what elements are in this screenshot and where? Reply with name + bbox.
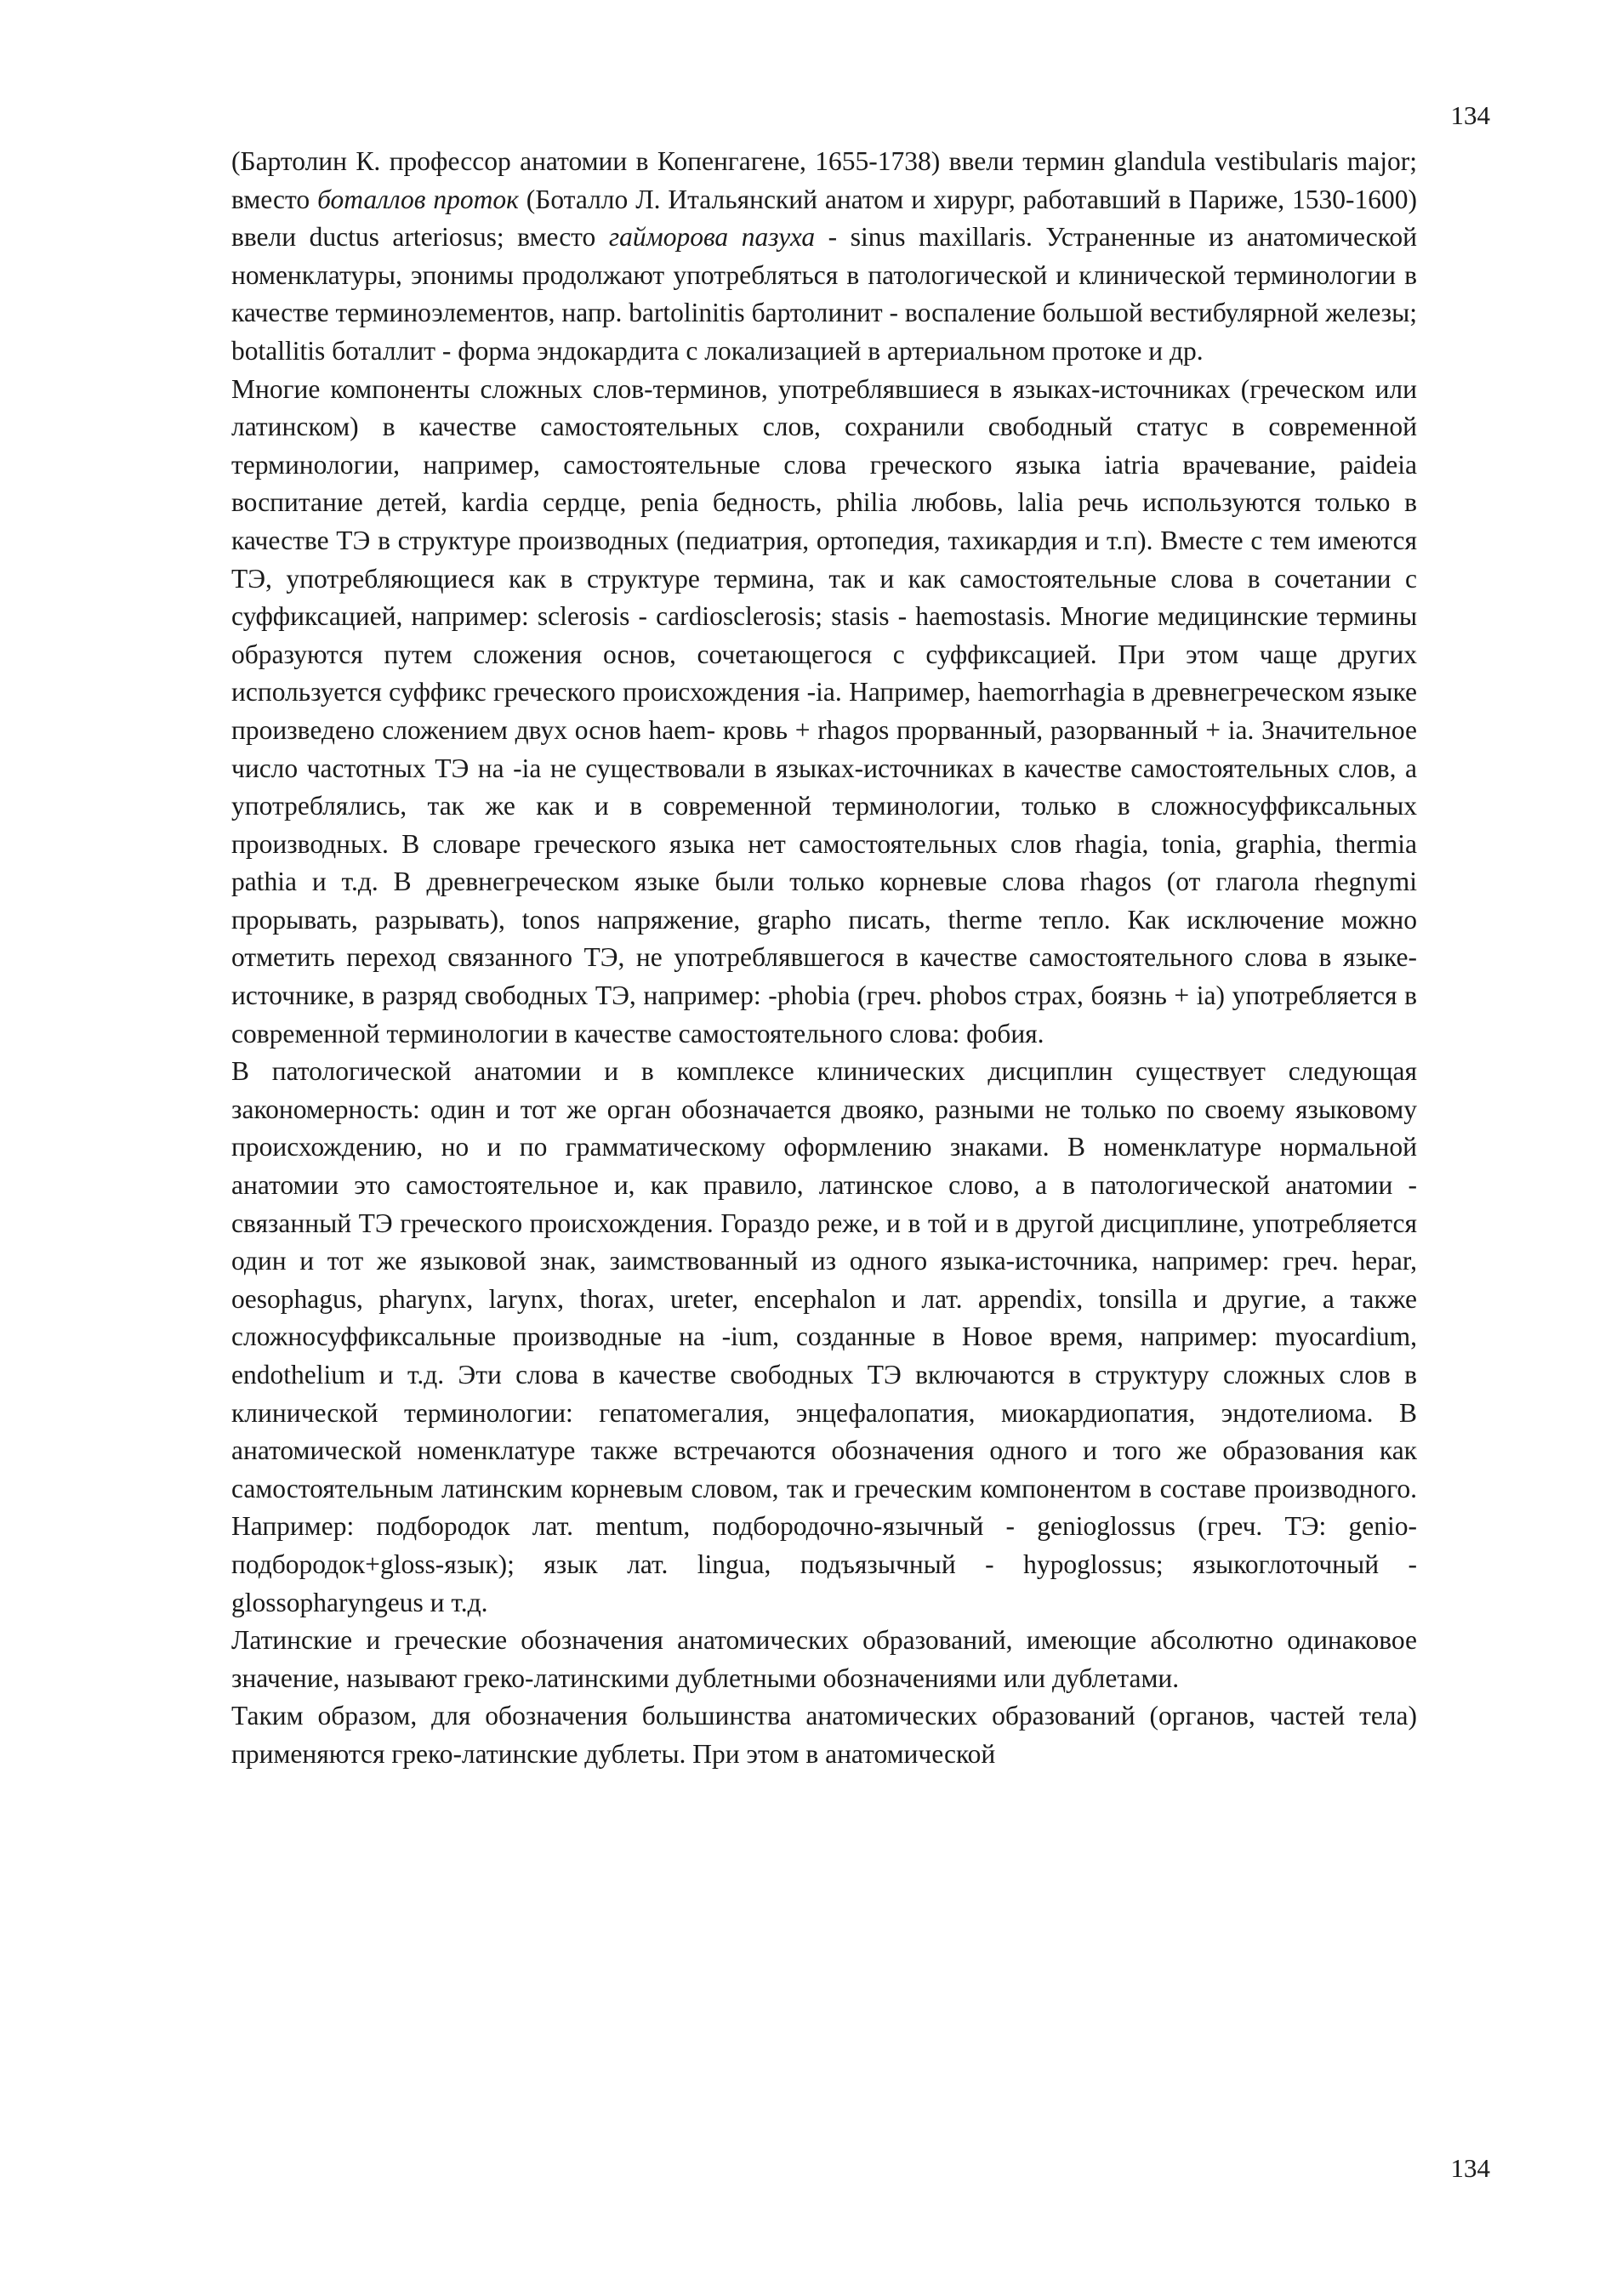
text-segment: - sinus maxillaris. Устраненные из анатомической номенклатуры, эпонимы продолжают употребляться в патологической и клинической терминологии в качестве терминоэлементов, напр. bartolinitis бартолинит - воспаление большой вестибулярной железы; botallitis боталлит - форма эндокардита с локализацией в артериальном протоке и др. [231,222,1417,366]
text-segment-italic: боталлов проток [317,184,519,214]
text-segment: Латинские и греческие обозначения анатомических образований, имеющие абсолютно одинаковое значение, называют греко-латинскими дублетными обозначениями или дублетами. [231,1625,1417,1693]
paragraph-2 [231,371,1417,1054]
page-number-bottom: 134 [1450,2153,1490,2183]
text-segment: Многие компоненты сложных слов-терминов, употреблявшиеся в языках-источниках (греческом или латинском) в качестве самостоятельных слов, сохранили свободный статус в современной терминологии, например, самостоятельные слова греческого языка iatria врачевание, paideia воспитание детей, kardia сердце, penia бедность, philia любовь, lalia речь используются только в качестве ТЭ в структуре производных (педиатрия, ортопедия, тахикардия и т.п). Вместе с тем имеются ТЭ, употребляющиеся как в структуре термина, так и как самостоятельные слова в сочетании с суффиксацией, например: sclerosis - cardiosclerosis; stasis - haemostasis. Многие медицинские термины образуются путем сложения основ, сочетающегося с суффиксацией. При этом чаще других используется суффикс греческого происхождения -ia. Например, haemorrhagia в древнегреческом языке произведено сложением двух основ haem- кровь + rhagos прорванный, разорванный + ia. Значительное число частотных ТЭ на -ia не существовали в языках-источниках в качестве самостоятельных слов, а употреблялись, так же как и в современной терминологии, только в сложносуффиксальных производных. В словаре греческого языка нет самостоятельных слов rhagia, tonia, graphia, thermia pathia и т.д. В древнегреческом языке были только корневые слова rhagos (от глагола rhegnymi прорывать, разрывать), tonos напряжение, grapho писать, therme тепло. Как исключение можно отметить переход связанного ТЭ, не употреблявшегося в качестве самостоятельного слова в языке-источнике, в разряд свободных ТЭ, например: -phobia (греч. phobos страх, боязнь + ia) употребляется в современной терминологии в качестве самостоятельного слова: фобия. [231,373,1417,1049]
document-body [231,143,1417,1774]
paragraph-5 [231,1697,1417,1773]
paragraph-3 [231,1053,1417,1622]
paragraph-1 [231,143,1417,371]
text-segment: Таким образом, для обозначения большинства анатомических образований (органов, частей тела) применяются греко-латинские дублеты. При этом в анатомической [231,1701,1417,1769]
text-segment-italic: гайморова пазуха [608,222,816,253]
paragraph-4 [231,1622,1417,1697]
text-segment: (Бартолин К. профессор анатомии в Копенгагене, 1655-1738) ввели термин glandula vestibularis major; вместо [231,146,1417,214]
page-number-top: 134 [1450,100,1490,130]
text-segment: (Боталло Л. Итальянский анатом и хирург, работавший в Париже, 1530-1600) ввели ductus arteriosus; вместо [231,184,1417,253]
text-segment: В патологической анатомии и в комплексе клинических дисциплин существует следующая закономерность: один и тот же орган обозначается двояко, разными не только по своему языковому происхождению, но и по грамматическому оформлению знаками. В номенклатуре нормальной анатомии это самостоятельное и, как правило, латинское слово, а в патологической анатомии - связанный ТЭ греческого происхождения. Гораздо реже, и в той и в другой дисциплине, употребляется один и тот же языковой знак, заимствованный из одного языка-источника, например: греч. hepar, oesophagus, pharynx, larynx, thorax, ureter, encephalon и лат. appendix, tonsilla и другие, а также сложносуффиксальные производные на -ium, созданные в Новое время, например: myocardium, endothelium и т.д. Эти слова в качестве свободных ТЭ включаются в структуру сложных слов в клинической терминологии: гепатомегалия, энцефалопатия, миокардиопатия, эндотелиома. В анатомической номенклатуре также встречаются обозначения одного и того же образования как самостоятельным латинским корневым словом, так и греческим компонентом в составе производного. Например: подбородок лат. mentum, подбородочно-язычный - genioglossus (греч. ТЭ: genio- подбородок+gloss-язык); язык лат. lingua, подъязычный - hypoglossus; языкоглоточный - glossopharyngeus и т.д. [231,1056,1417,1617]
